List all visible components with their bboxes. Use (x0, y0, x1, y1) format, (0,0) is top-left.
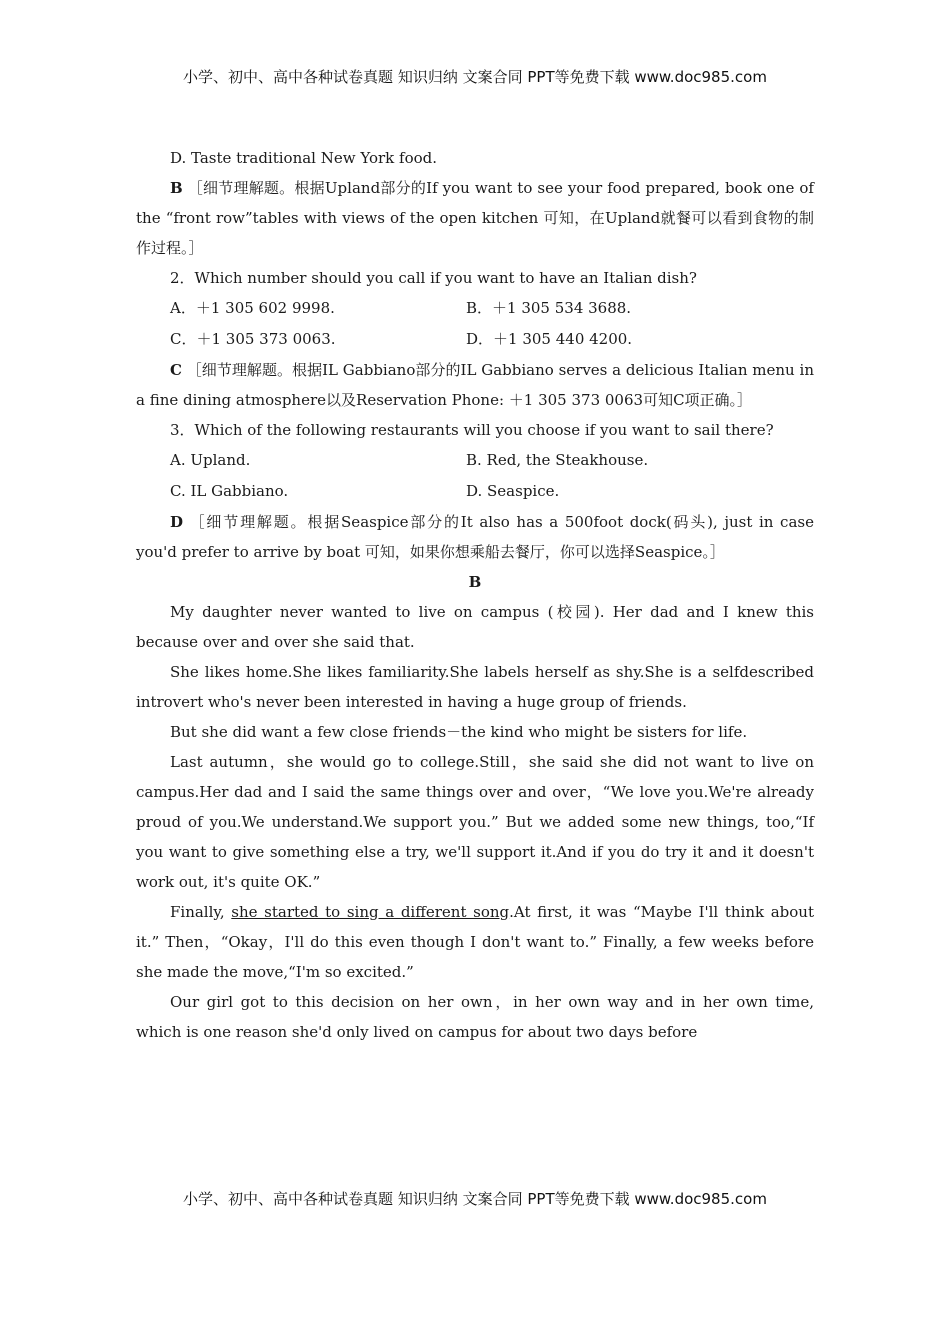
q3-answer-explanation (136, 507, 814, 567)
underlined-phrase: she started to sing a different song (231, 903, 510, 921)
q1-answer: B (170, 179, 183, 197)
q2-explanation: ［细节理解题。根据IL Gabbiano部分的IL Gabbiano serves a delicious Italian menu in a fine dining atmosphere以及Reservation Phone: ＋1 305 373 0063可知C项正确。］ (136, 361, 814, 409)
p5-rest: .At first, it was “Maybe I'll think about it.” Then，“Okay，I'll do this even though I don't want to.” Finally, a few weeks before she made the move,“I'm so excited.” (136, 903, 814, 981)
q3-option-d: D. Seaspice. (466, 482, 560, 500)
q3-explanation: ［细节理解题。根据Seaspice部分的It also has a 500foot dock(码头), just in case you'd prefer to arrive by boat 可知，如果你想乘船去餐厅，你可以选择Seaspice。］ (136, 513, 814, 561)
passage-paragraph-4: Last autumn，she would go to college.Still，she said she did not want to live on campus.Her dad and I said the same things over and over，“We love you.We're already proud of you.We understand.We support you.” But we added some new things, too,“If you want to give something else a try, we'll support it.And if you do try it and it doesn't work out, it's quite OK.” (136, 753, 814, 891)
q2-option-b: B．＋1 305 534 3688. (466, 299, 632, 317)
passage-paragraph-2: She likes home.She likes familiarity.She labels herself as shy.She is a selfdescribed introvert who's never been interested in having a huge group of friends. (136, 663, 814, 711)
q2-options-row-1 (136, 293, 814, 324)
q2-options-row-2 (136, 324, 814, 355)
q3-option-a: A. Upland. (170, 451, 251, 469)
q1-answer-explanation (136, 173, 814, 263)
page-header: 小学、初中、高中各种试卷真题 知识归纳 文案合同 PPT等免费下载 www.doc985.com (183, 68, 767, 86)
q3-options-row-2 (136, 476, 814, 507)
q3-options-row-1 (136, 445, 814, 476)
q2-option-d: D．＋1 305 440 4200. (466, 330, 633, 348)
passage-paragraph-5 (136, 897, 814, 987)
passage-paragraph-3: But she did want a few close friends－the kind who might be sisters for life. (170, 723, 748, 741)
q3-option-b: B. Red, the Steakhouse. (466, 451, 649, 469)
p5-start: Finally, (170, 903, 232, 921)
q2-option-a: A．＋1 305 602 9998. (170, 299, 335, 317)
q3-option-c: C. IL Gabbiano. (170, 482, 289, 500)
passage-paragraph-6: Our girl got to this decision on her own，in her own way and in her own time, which is one reason she'd only lived on campus for about two days before (136, 993, 814, 1041)
section-heading: B (468, 573, 482, 591)
document-body (136, 143, 814, 1047)
q1-explanation: ［细节理解题。根据Upland部分的If you want to see your food prepared, book one of the “front row”tables with views of the open kitchen 可知，在Upland就餐可以看到食物的制作过程。］ (136, 179, 814, 257)
q2-answer-explanation (136, 355, 814, 415)
page-footer: 小学、初中、高中各种试卷真题 知识归纳 文案合同 PPT等免费下载 www.doc985.com (183, 1190, 767, 1208)
q2-stem: 2．Which number should you call if you want to have an Italian dish? (170, 269, 697, 287)
q2-answer: C (170, 361, 182, 379)
q2-option-c: C．＋1 305 373 0063. (170, 330, 336, 348)
q1-option-d: D. Taste traditional New York food. (170, 149, 437, 167)
q3-answer: D (170, 513, 184, 531)
q3-stem: 3．Which of the following restaurants will you choose if you want to sail there? (170, 421, 774, 439)
passage-paragraph-1: My daughter never wanted to live on campus (校园). Her dad and I knew this because over and over she said that. (136, 603, 814, 651)
